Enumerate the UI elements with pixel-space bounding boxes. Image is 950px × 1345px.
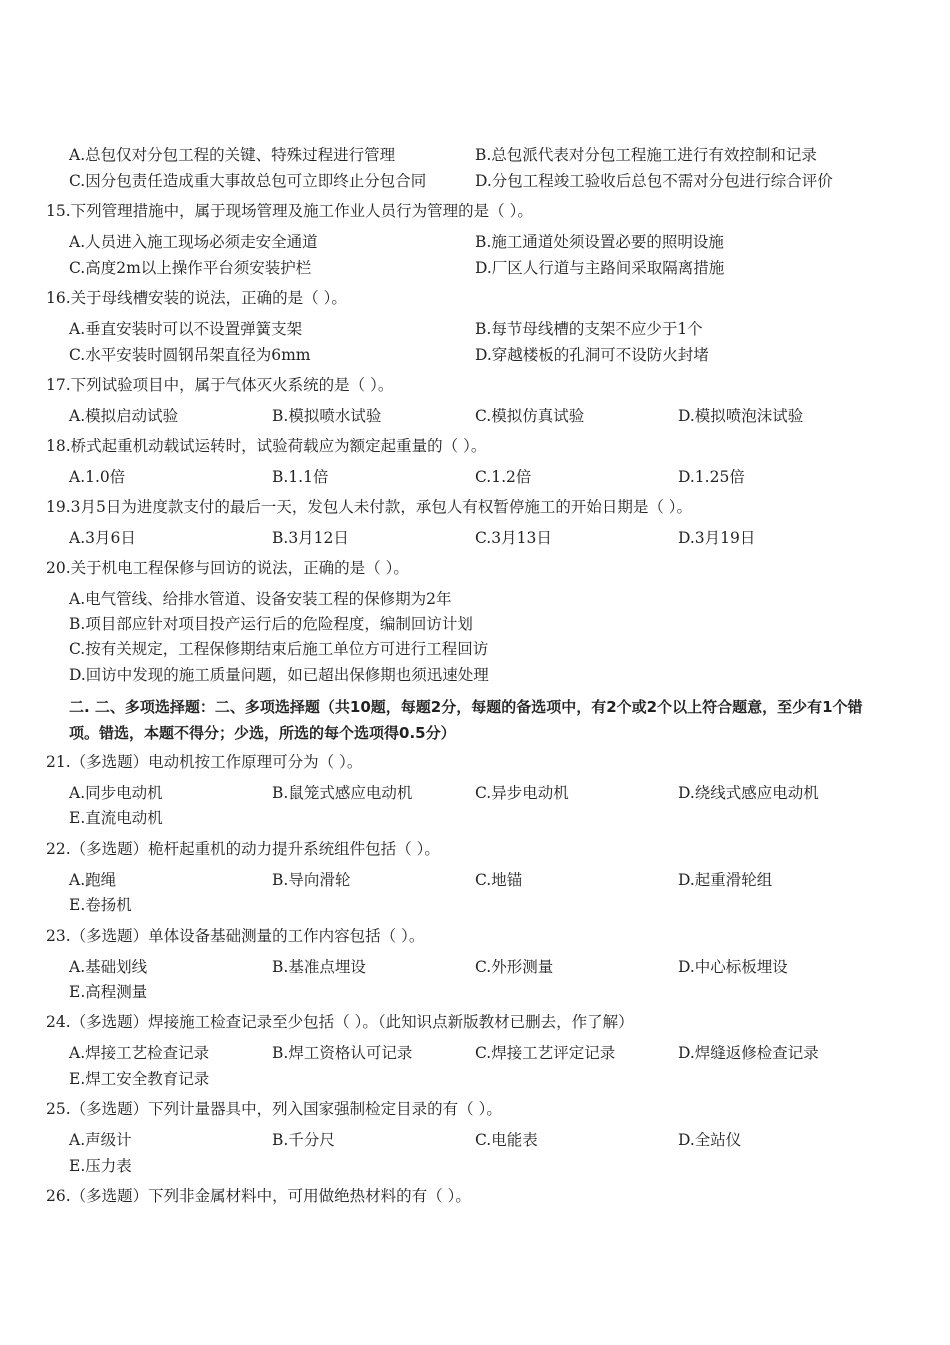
q25-option-d: D.全站仪 bbox=[678, 1131, 742, 1149]
q17-option-b: B.模拟喷水试验 bbox=[272, 407, 382, 425]
q20-option-d: D.回访中发现的施工质量问题，如已超出保修期也须迅速处理 bbox=[69, 666, 489, 684]
q20-option-a: A.电气管线、给排水管道、设备安装工程的保修期为2年 bbox=[69, 590, 452, 608]
q17-stem: 17.下列试验项目中，属于气体灭火系统的是（ ）。 bbox=[46, 376, 394, 394]
q14-option-b: B.总包派代表对分包工程施工进行有效控制和记录 bbox=[475, 146, 817, 164]
q22-option-d: D.起重滑轮组 bbox=[678, 871, 773, 889]
q22-option-b: B.导向滑轮 bbox=[272, 871, 351, 889]
q15-option-d: D.厂区人行道与主路间采取隔离措施 bbox=[475, 259, 725, 277]
q16-stem: 16.关于母线槽安装的说法，正确的是（ ）。 bbox=[46, 289, 347, 307]
q26-stem: 26.（多选题）下列非金属材料中，可用做绝热材料的有（ ）。 bbox=[46, 1187, 471, 1205]
q20-option-b: B.项目部应针对项目投产运行后的危险程度，编制回访计划 bbox=[69, 615, 473, 633]
q20-stem: 20.关于机电工程保修与回访的说法，正确的是（ ）。 bbox=[46, 559, 409, 577]
q14-option-d: D.分包工程竣工验收后总包不需对分包进行综合评价 bbox=[475, 172, 833, 190]
q23-option-b: B.基准点埋设 bbox=[272, 958, 366, 976]
q18-option-a: A.1.0倍 bbox=[69, 468, 126, 486]
q23-option-a: A.基础划线 bbox=[69, 958, 148, 976]
q25-option-b: B.千分尺 bbox=[272, 1131, 335, 1149]
q18-stem: 18.桥式起重机动载试运转时，试验荷载应为额定起重量的（ ）。 bbox=[46, 437, 487, 455]
q15-option-b: B.施工通道处须设置必要的照明设施 bbox=[475, 233, 724, 251]
q17-option-c: C.模拟仿真试验 bbox=[475, 407, 585, 425]
q24-stem: 24.（多选题）焊接施工检查记录至少包括（ ）。（此知识点新版教材已删去，作了解） bbox=[46, 1013, 634, 1031]
q24-option-b: B.焊工资格认可记录 bbox=[272, 1044, 413, 1062]
q16-option-c: C.水平安装时圆钢吊架直径为6mm bbox=[69, 346, 311, 364]
q16-option-b: B.每节母线槽的支架不应少于1个 bbox=[475, 320, 703, 338]
q20-option-c: C.按有关规定，工程保修期结束后施工单位方可进行工程回访 bbox=[69, 640, 489, 658]
q25-option-e: E.压力表 bbox=[69, 1157, 132, 1175]
q21-option-d: D.绕线式感应电动机 bbox=[678, 784, 819, 802]
q22-stem: 22.（多选题）桅杆起重机的动力提升系统组件包括（ ）。 bbox=[46, 840, 440, 858]
q17-option-a: A.模拟启动试验 bbox=[69, 407, 179, 425]
section-heading-multiple-choice: 二. 二、多项选择题：二、多项选择题（共10题，每题2分，每题的备选项中，有2个或2个以上符合题意，至少有1个错项。错选，本题不得分；少选，所选的每个选项得0.5分） bbox=[69, 698, 863, 742]
q15-option-a: A.人员进入施工现场必须走安全通道 bbox=[69, 233, 318, 251]
q19-option-d: D.3月19日 bbox=[678, 529, 756, 547]
q18-option-c: C.1.2倍 bbox=[475, 468, 532, 486]
q21-option-c: C.异步电动机 bbox=[475, 784, 569, 802]
q17-option-d: D.模拟喷泡沫试验 bbox=[678, 407, 804, 425]
q23-option-e: E.高程测量 bbox=[69, 983, 148, 1001]
q16-option-d: D.穿越楼板的孔洞可不设防火封堵 bbox=[475, 346, 709, 364]
q14-option-a: A.总包仅对分包工程的关键、特殊过程进行管理 bbox=[69, 146, 396, 164]
q25-stem: 25.（多选题）下列计量器具中，列入国家强制检定目录的有（ ）。 bbox=[46, 1100, 502, 1118]
q23-stem: 23.（多选题）单体设备基础测量的工作内容包括（ ）。 bbox=[46, 927, 425, 945]
q25-option-c: C.电能表 bbox=[475, 1131, 538, 1149]
q16-option-a: A.垂直安装时可以不设置弹簧支架 bbox=[69, 320, 303, 338]
q25-option-a: A.声级计 bbox=[69, 1131, 132, 1149]
q21-stem: 21.（多选题）电动机按工作原理可分为（ ）。 bbox=[46, 753, 363, 771]
q22-option-e: E.卷扬机 bbox=[69, 896, 132, 914]
q24-option-c: C.焊接工艺评定记录 bbox=[475, 1044, 616, 1062]
q19-option-a: A.3月6日 bbox=[69, 529, 136, 547]
q18-option-b: B.1.1倍 bbox=[272, 468, 329, 486]
q24-option-d: D.焊缝返修检查记录 bbox=[678, 1044, 819, 1062]
q23-option-c: C.外形测量 bbox=[475, 958, 554, 976]
q23-option-d: D.中心标板埋设 bbox=[678, 958, 788, 976]
q24-option-a: A.焊接工艺检查记录 bbox=[69, 1044, 210, 1062]
q21-option-e: E.直流电动机 bbox=[69, 809, 163, 827]
q21-option-a: A.同步电动机 bbox=[69, 784, 163, 802]
q15-stem: 15.下列管理措施中，属于现场管理及施工作业人员行为管理的是（ ）。 bbox=[46, 202, 533, 220]
q19-option-b: B.3月12日 bbox=[272, 529, 349, 547]
q14-option-c: C.因分包责任造成重大事故总包可立即终止分包合同 bbox=[69, 172, 427, 190]
q24-option-e: E.焊工安全教育记录 bbox=[69, 1070, 210, 1088]
q15-option-c: C.高度2m以上操作平台须安装护栏 bbox=[69, 259, 312, 277]
q21-option-b: B.鼠笼式感应电动机 bbox=[272, 784, 413, 802]
q22-option-c: C.地锚 bbox=[475, 871, 523, 889]
q19-option-c: C.3月13日 bbox=[475, 529, 552, 547]
q19-stem: 19.3月5日为进度款支付的最后一天，发包人未付款，承包人有权暂停施工的开始日期是（ ）。 bbox=[46, 498, 693, 516]
q22-option-a: A.跑绳 bbox=[69, 871, 117, 889]
q18-option-d: D.1.25倍 bbox=[678, 468, 745, 486]
